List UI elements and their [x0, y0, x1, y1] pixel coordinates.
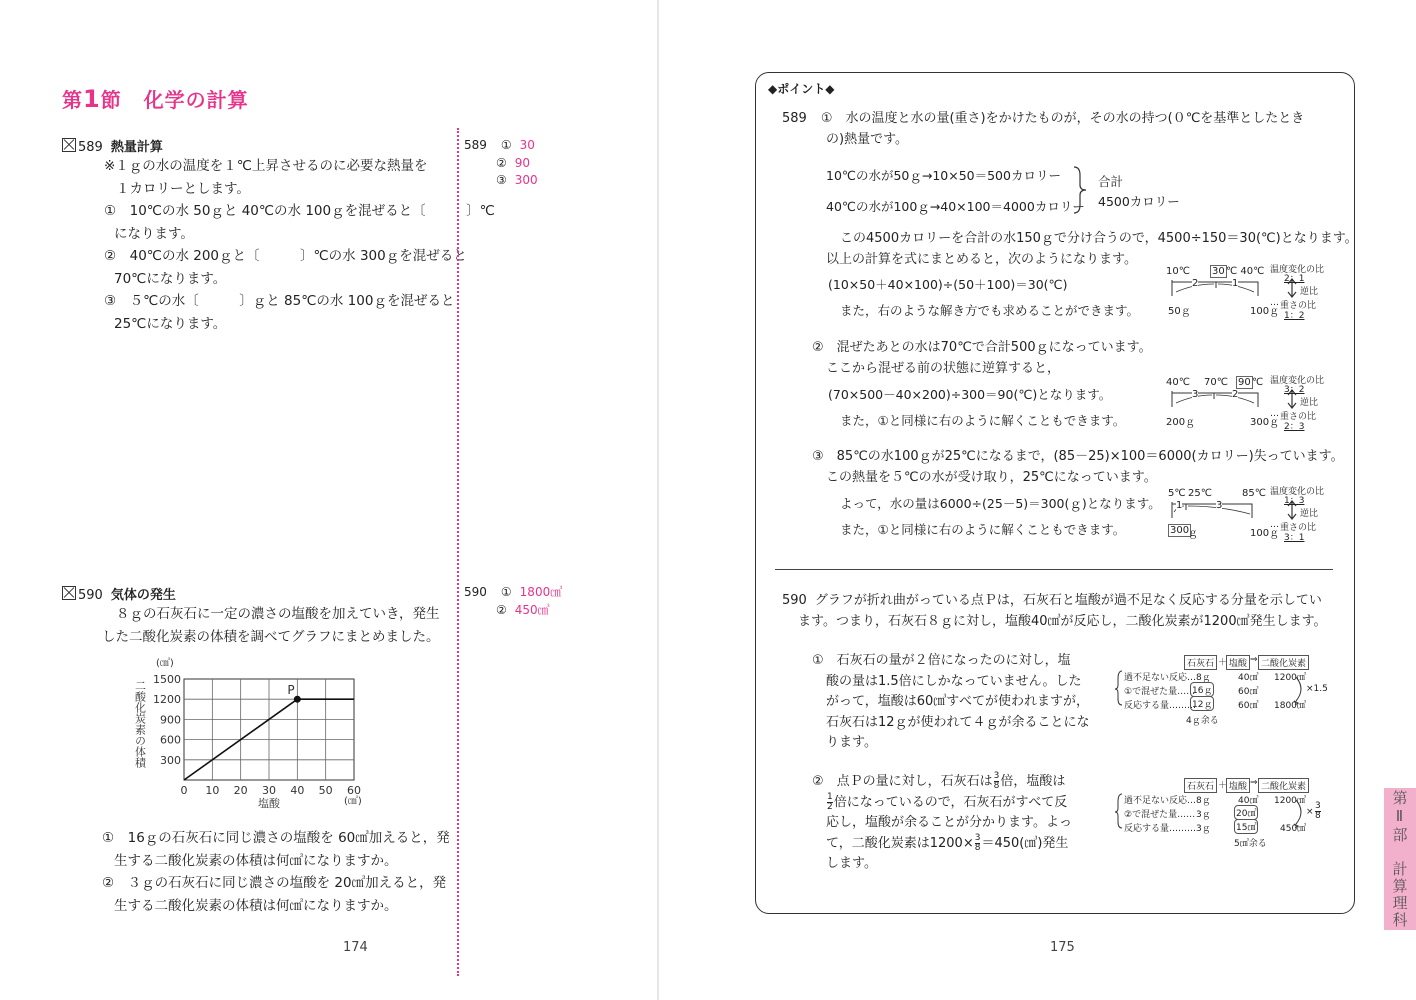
calc-589-1: 10℃の水が50ｇ→10×50＝500カロリー: [826, 168, 1061, 183]
fraction-3-8: $\frac{3}{8}$: [1315, 801, 1321, 821]
page-number-right: 175: [1050, 940, 1075, 955]
point-590-intro: 590 グラフが折れ曲がっている点Ｐは，石灰石と塩酸が過不足なく反応する分量を示してい ます。つまり，石灰石８ｇに対し，塩酸40㎤が反応し，二酸化炭素が1200㎤発生します。: [782, 593, 1327, 629]
part-side-tab: 第Ⅱ部 計算理科: [1384, 788, 1416, 930]
also-589-1: また，右のような解き方でも求めることができます。: [840, 303, 1140, 318]
calc-589-2: 40℃の水が100ｇ→40×100＝4000カロリー: [826, 199, 1085, 214]
ratio-diagram-3: 5℃ 25℃ 85℃ 温度変化の比 1：3 1 3 逆比 300 ｇ 100ｇ … 重さの比 3：1: [1166, 484, 1336, 546]
question-589-body: ※１ｇの水の温度を１℃上昇させるのに必要な熱量を １カロリーとします。 ① 10℃の水 50ｇと 40℃の水 100ｇを混ぜると〔 〕℃ になります。 ② 40℃の水 200ｇと〔 〕℃の水 300ｇを混ぜると 70℃になります。 ③ ５℃の水〔 〕ｇと 85℃の水 100ｇを混ぜると 25℃になります。: [104, 158, 495, 332]
x-axis-label: 塩酸: [258, 797, 280, 810]
also-589-3: また，①と同様に右のように解くこともできます。: [840, 522, 1126, 537]
fraction-3-8: $\frac{3}{8}$: [974, 832, 981, 853]
y-tick-label: 1200: [153, 693, 181, 707]
point-header: ◆ポイント◆: [768, 82, 835, 96]
page-fold: [657, 0, 659, 1000]
x-tick-label: 50: [318, 784, 333, 797]
point-589-part2: ② 混ぜたあとの水は70℃で合計500ｇになっています。 ここから混ぜる前の状態に逆算すると，: [812, 340, 1152, 376]
formula-589-2: (70×500－40×200)÷300＝90(℃)となります。: [828, 387, 1112, 402]
checkbox-icon[interactable]: [62, 138, 76, 152]
question-589-header: 589 熱量計算: [62, 136, 163, 155]
x-tick-labels: [181, 784, 362, 797]
formula-589-3: よって，水の量は6000÷(25－5)＝300(ｇ)となります。: [840, 496, 1161, 511]
checkbox-icon[interactable]: [62, 586, 76, 600]
section-title: 第1節 化学の計算: [62, 85, 249, 113]
point-separator: [775, 569, 1333, 570]
ratio-diagram-1: 10℃ 30 ℃ 40℃ 温度変化の比 2：1 2 1 逆比 50ｇ 100ｇ … 重さの比 1：2: [1166, 262, 1336, 324]
fraction-1-2: $\frac{1}{2}$: [827, 791, 833, 812]
point-589-intro: 589 ① 水の温度と水の量(重さ)をかけたものが，その水の持つ(０℃を基準としたとき の)熱量です。: [782, 111, 1305, 147]
chart-grid: [184, 679, 354, 780]
total-calories: 合計 4500カロリー: [1098, 174, 1180, 209]
x-tick-label: 10: [205, 784, 220, 797]
y-tick-labels: [153, 673, 181, 767]
answer-590: 590 ① 1800㎤ ② 450㎤: [464, 585, 563, 617]
x-tick-label: 60: [347, 784, 361, 797]
point-589-part3: ③ 85℃の水100ｇが25℃になるまで，(85－25)×100＝6000(カロリー)失っています。 この熱量を５℃の水が受け取り，25℃になっています。: [812, 449, 1344, 485]
brace-icon: [1070, 165, 1090, 215]
question-590-intro: ８ｇの石灰石に一定の濃さの塩酸を加えていき，発生 した二酸化炭素の体積を調べてグラフにまとめました。: [102, 606, 440, 645]
co2-volume-chart: [120, 652, 380, 812]
x-unit-label: (㎤): [344, 796, 362, 807]
point-p-label: P: [287, 683, 295, 698]
point-590-part2: ② 点Ｐの量に対し，石灰石は $\frac{3}{8}$ 倍，塩酸は $\frac{1}{2}$ 倍になっているので，石灰石がすべて反 応し，塩酸が余ることが分かります。よっ て，二酸化炭素は1200× $\frac{3}{8}$ ＝450(㎤)発生 します。: [812, 771, 1072, 871]
y-tick-label: 300: [160, 753, 181, 767]
x-tick-label: 0: [180, 784, 188, 797]
fraction-3-8: $\frac{3}{8}$: [993, 771, 1000, 791]
point-590-part1: ① 石灰石の量が２倍になったのに対し，塩 酸の量は1.5倍にしかなっていません。した がって，塩酸は60㎤すべてが使われますが， 石灰石は12ｇが使われて４ｇが余ることにな ります。: [812, 653, 1090, 750]
page-number-left: 174: [343, 940, 368, 955]
answer-divider: [457, 128, 459, 976]
answer-589: 589 ① 30 ② 90 ③ 300: [464, 138, 538, 187]
reaction-table-2: 石灰石 ＋ 塩酸 ⇒ 二酸化炭素 過不足ない反応… ②で混ぜた量…… 反応する量……… 8ｇ 3ｇ 3ｇ 40㎤ 20㎤ 15㎤ 1200㎤ 450㎤ × $\frac{3}{8}$ 5㎤余る: [1114, 778, 1334, 850]
ratio-diagram-2: 40℃ 70℃ 90 ℃ 温度変化の比 3：2 3 2 逆比 200ｇ 300ｇ … 重さの比 2：3: [1166, 373, 1336, 435]
x-tick-label: 30: [262, 784, 276, 797]
y-tick-label: 900: [160, 713, 181, 727]
x-tick-label: 40: [290, 784, 305, 797]
point-589-body: この4500カロリーを合計の水150ｇで分け合うので，4500÷150＝30(℃)となります。 以上の計算を式にまとめると，次のようになります。: [826, 231, 1358, 267]
x-tick-label: 20: [233, 784, 248, 797]
y-tick-label: 1500: [153, 673, 181, 686]
question-590-items: ① 16ｇの石灰石に同じ濃さの塩酸を 60㎤加えると，発 生する二酸化炭素の体積は何㎤になりますか。 ② ３ｇの石灰石に同じ濃さの塩酸を 20㎤加えると，発 生する二酸化炭素の体積は何㎤になりますか。: [102, 830, 450, 914]
formula-589-1: (10×50＋40×100)÷(50＋100)＝30(℃): [828, 277, 1068, 292]
reaction-table-1: 石灰石 ＋ 塩酸 ⇒ 二酸化炭素 過不足ない反応… ①で混ぜた量…… 反応する量……… 8ｇ 16ｇ 12ｇ 40㎤ 60㎤ 60㎤ 1200㎤ 1800㎤ ×1.5 4ｇ余る: [1114, 655, 1334, 727]
y-unit-label: (㎤): [156, 658, 174, 669]
point-p-marker: [294, 696, 301, 703]
y-axis-label: 二酸化炭素の体積: [133, 680, 147, 768]
question-590-header: 590 気体の発生: [62, 584, 176, 603]
also-589-2: また，①と同様に右のように解くこともできます。: [840, 413, 1126, 428]
y-tick-label: 600: [160, 733, 181, 747]
